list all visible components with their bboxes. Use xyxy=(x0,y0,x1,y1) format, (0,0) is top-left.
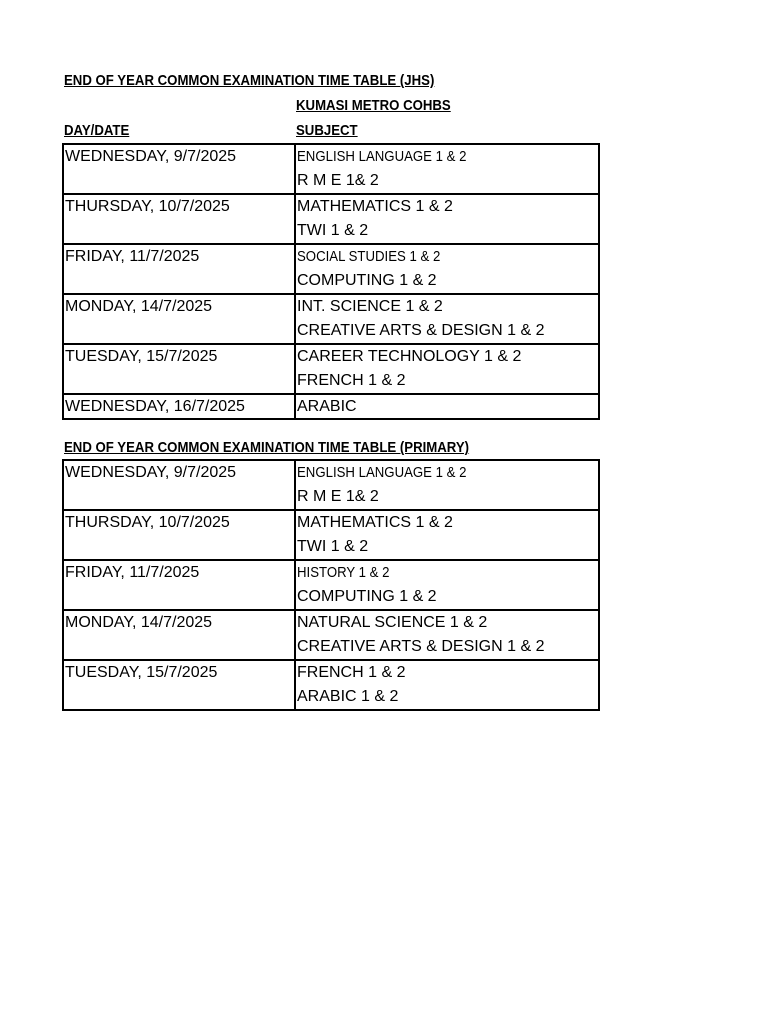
subject-cell xyxy=(296,245,598,293)
subject-entry: R M E 1& 2 xyxy=(297,488,379,505)
table-row xyxy=(64,395,598,420)
table-row xyxy=(64,245,598,295)
subject-cell xyxy=(296,195,598,243)
table-row xyxy=(64,611,598,661)
table-row xyxy=(64,511,598,561)
table-row xyxy=(64,295,598,345)
subject-entry: INT. SCIENCE 1 & 2 xyxy=(297,298,443,315)
primary-timetable xyxy=(62,459,600,711)
subject-entry: R M E 1& 2 xyxy=(297,172,379,189)
table-row xyxy=(64,345,598,395)
subject-entry: ARABIC xyxy=(297,398,357,415)
subject-entry: CREATIVE ARTS & DESIGN 1 & 2 xyxy=(297,322,545,339)
subject-cell xyxy=(296,611,598,659)
subject-entry: SOCIAL STUDIES 1 & 2 xyxy=(297,248,441,265)
day-date-cell: TUESDAY, 15/7/2025 xyxy=(64,345,296,393)
jhs-timetable-title: END OF YEAR COMMON EXAMINATION TIME TABLE (JHS) xyxy=(64,72,435,89)
subject-entry: FRENCH 1 & 2 xyxy=(297,372,406,389)
subject-entry: ARABIC 1 & 2 xyxy=(297,688,399,705)
subject-entry: CREATIVE ARTS & DESIGN 1 & 2 xyxy=(297,638,545,655)
table-row xyxy=(64,145,598,195)
subject-cell xyxy=(296,561,598,609)
table-row xyxy=(64,661,598,711)
subject-entry: COMPUTING 1 & 2 xyxy=(297,588,437,605)
column-header-subject: SUBJECT xyxy=(296,122,358,139)
subject-entry: COMPUTING 1 & 2 xyxy=(297,272,437,289)
subject-entry: ENGLISH LANGUAGE 1 & 2 xyxy=(297,148,467,165)
subject-cell xyxy=(296,661,598,709)
subject-entry: TWI 1 & 2 xyxy=(297,222,369,239)
table-row xyxy=(64,195,598,245)
subject-entry: ENGLISH LANGUAGE 1 & 2 xyxy=(297,464,467,481)
table-row xyxy=(64,561,598,611)
day-date-cell: FRIDAY, 11/7/2025 xyxy=(64,245,296,293)
subject-cell xyxy=(296,345,598,393)
subject-cell xyxy=(296,295,598,343)
subject-entry: MATHEMATICS 1 & 2 xyxy=(297,514,453,531)
subject-entry: HISTORY 1 & 2 xyxy=(297,564,390,581)
organization-name: KUMASI METRO COHBS xyxy=(296,97,451,114)
day-date-cell: WEDNESDAY, 9/7/2025 xyxy=(64,461,296,509)
day-date-cell: MONDAY, 14/7/2025 xyxy=(64,611,296,659)
day-date-cell: MONDAY, 14/7/2025 xyxy=(64,295,296,343)
subject-entry: CAREER TECHNOLOGY 1 & 2 xyxy=(297,348,522,365)
day-date-cell: TUESDAY, 15/7/2025 xyxy=(64,661,296,709)
day-date-cell: WEDNESDAY, 9/7/2025 xyxy=(64,145,296,193)
subject-entry: NATURAL SCIENCE 1 & 2 xyxy=(297,614,488,631)
day-date-cell: THURSDAY, 10/7/2025 xyxy=(64,195,296,243)
subject-entry: TWI 1 & 2 xyxy=(297,538,369,555)
subject-entry: FRENCH 1 & 2 xyxy=(297,664,406,681)
subject-cell xyxy=(296,395,598,418)
subject-entry: MATHEMATICS 1 & 2 xyxy=(297,198,453,215)
table-row xyxy=(64,461,598,511)
day-date-cell: FRIDAY, 11/7/2025 xyxy=(64,561,296,609)
day-date-cell: WEDNESDAY, 16/7/2025 xyxy=(64,395,296,418)
primary-timetable-title: END OF YEAR COMMON EXAMINATION TIME TABLE (PRIMARY) xyxy=(64,439,470,456)
subject-cell xyxy=(296,145,598,193)
subject-cell xyxy=(296,511,598,559)
column-header-day-date: DAY/DATE xyxy=(64,122,130,139)
subject-cell xyxy=(296,461,598,509)
jhs-timetable xyxy=(62,143,600,420)
day-date-cell: THURSDAY, 10/7/2025 xyxy=(64,511,296,559)
